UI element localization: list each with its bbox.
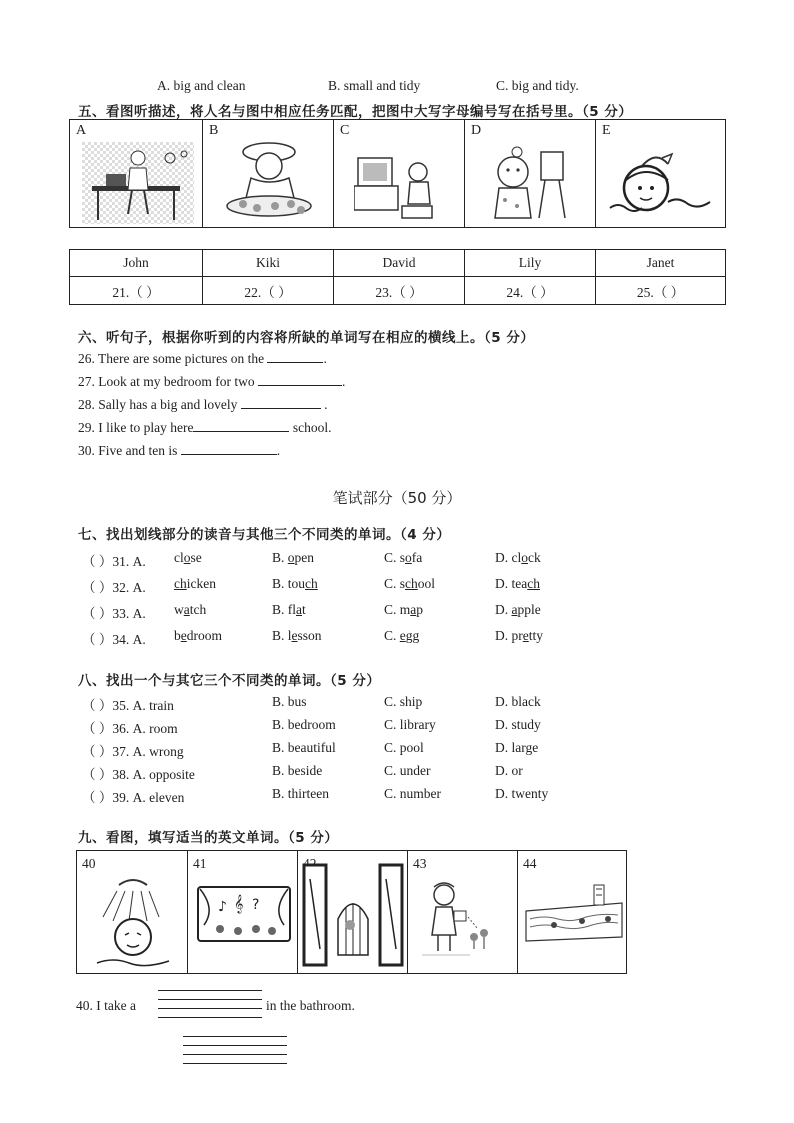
option-b[interactable]: B. touch (272, 576, 318, 591)
section5-heading: 五、看图听描述，将人名与图中相应任务匹配，把图中大写字母编号写在括号里。（5 分） (78, 104, 633, 120)
svg-text:𝄞: 𝄞 (234, 894, 244, 913)
answer-22[interactable]: 22.（ ） (203, 277, 334, 305)
girl-painting-picture (487, 144, 573, 222)
picture-number: 41 (193, 856, 207, 871)
q41-writing-lines[interactable] (183, 1036, 287, 1065)
section6-heading: 六、听句子，根据你听到的内容将所缺的单词写在相应的横线上。（5 分） (78, 330, 535, 346)
name-janet: Janet (596, 250, 726, 277)
question-number: （ ）32. A. (82, 580, 146, 595)
written-part-title: 笔试部分（50 分） (332, 489, 462, 507)
question-text: 28. Sally has a big and lovely (78, 397, 241, 412)
option-d[interactable]: D. study (495, 717, 541, 732)
picture-cell-43 (408, 851, 518, 974)
picture-cell-e (596, 120, 726, 228)
option-d[interactable]: D. twenty (495, 786, 549, 801)
option-c[interactable]: C. school (384, 576, 436, 591)
option-d[interactable]: D. black (495, 694, 541, 709)
picture-letter: A (76, 123, 87, 138)
q40-writing-lines[interactable] (158, 990, 262, 1019)
answer-25[interactable]: 25.（ ） (596, 277, 726, 305)
name-david: David (334, 250, 465, 277)
question-40-prefix: 40. I take a (76, 998, 136, 1013)
option-d[interactable]: D. teach (495, 576, 540, 591)
picture-letter: D (471, 123, 482, 138)
question-text: 27. Look at my bedroom for two (78, 374, 258, 389)
svg-text:?: ? (252, 897, 260, 913)
option-b[interactable]: B. lesson (272, 628, 322, 643)
question-34 (82, 628, 544, 648)
window-birdcage-picture (300, 859, 406, 971)
section5-picture-table (69, 119, 726, 228)
name-john: John (70, 250, 203, 277)
question-35 (82, 694, 541, 714)
question-number-option-a[interactable]: （ ）36. A. room (82, 721, 178, 736)
answer-blank[interactable] (267, 350, 323, 363)
question-text-end: . (320, 397, 328, 412)
picture-cell-44 (518, 851, 627, 974)
option-a[interactable]: bedroom (174, 628, 222, 643)
picture-letter: B (209, 123, 219, 138)
answer-blank[interactable] (181, 442, 277, 455)
question-number-option-a[interactable]: （ ）37. A. wrong (82, 744, 184, 759)
answer-23[interactable]: 23.（ ） (334, 277, 465, 305)
picture-letter: E (602, 123, 611, 138)
question-32 (82, 576, 540, 596)
option-c[interactable]: C. number (384, 786, 441, 801)
option-c[interactable]: C. library (384, 717, 436, 732)
option-b[interactable]: B. bus (272, 694, 307, 709)
name-lily: Lily (465, 250, 596, 277)
option-c[interactable]: C. under (384, 763, 431, 778)
question-40-suffix: in the bathroom. (266, 998, 355, 1013)
boy-watching-tv-picture (354, 150, 446, 222)
section8-heading: 八、找出一个与其它三个不同类的单词。（5 分） (78, 673, 381, 689)
question-text-end: school. (289, 420, 332, 435)
section9-heading: 九、看图，填写适当的英文单词。（5 分） (78, 830, 339, 846)
question-33 (82, 602, 541, 622)
swimming-pool-picture (524, 881, 624, 947)
option-b: B. small and tidy (328, 78, 421, 93)
question-26 (78, 350, 327, 367)
picture-number: 40 (82, 856, 96, 871)
option-d[interactable]: D. apple (495, 602, 541, 617)
question-number: （ ）31. A. (82, 554, 146, 569)
girl-swimming-picture (606, 150, 718, 222)
question-31 (82, 550, 541, 570)
picture-cell-41 (188, 851, 298, 974)
name-kiki: Kiki (203, 250, 334, 277)
picture-cell-d (465, 120, 596, 228)
section7-heading: 七、找出划线部分的读音与其他三个不同类的单词。（4 分） (78, 527, 451, 543)
question-text-end: . (323, 351, 327, 366)
question-28 (78, 396, 327, 413)
boy-at-computer-picture (82, 142, 194, 224)
picture-cell-a (70, 120, 203, 228)
picture-cell-c (334, 120, 465, 228)
picture-number: 43 (413, 856, 427, 871)
answer-24[interactable]: 24.（ ） (465, 277, 596, 305)
option-b[interactable]: B. thirteen (272, 786, 329, 801)
music-stage-picture (196, 885, 292, 943)
question-number: （ ）33. A. (82, 606, 146, 621)
section5-matching-table (69, 249, 726, 305)
option-c[interactable]: C. egg (384, 628, 420, 643)
question-text: 30. Five and ten is (78, 443, 181, 458)
svg-text:♪: ♪ (218, 899, 227, 915)
option-b[interactable]: B. flat (272, 602, 306, 617)
shower-picture (89, 877, 179, 969)
option-a[interactable]: watch (174, 602, 207, 617)
answer-blank[interactable] (193, 419, 289, 432)
option-b[interactable]: B. open (272, 550, 315, 565)
question-39 (82, 786, 549, 806)
question-37 (82, 740, 539, 760)
picture-cell-42 (298, 851, 408, 974)
answer-blank[interactable] (241, 396, 321, 409)
option-a: A. big and clean (157, 78, 246, 93)
option-b[interactable]: B. bedroom (272, 717, 336, 732)
section9-picture-table (76, 850, 627, 974)
option-d[interactable]: D. pretty (495, 628, 544, 643)
question-36 (82, 717, 541, 737)
option-c[interactable]: C. map (384, 602, 424, 617)
question-text-end: . (341, 374, 346, 389)
picture-cell-b (203, 120, 334, 228)
question-number: （ ）34. A. (82, 632, 146, 647)
question-29 (78, 419, 331, 436)
girl-watering-flowers-picture (422, 881, 502, 961)
question-38 (82, 763, 523, 783)
question-text: 29. I like to play here (78, 420, 194, 435)
question-text-end: . (276, 443, 281, 458)
answer-blank[interactable] (258, 373, 342, 386)
option-d[interactable]: D. or (495, 763, 523, 778)
picture-letter: C (340, 123, 350, 138)
question-number-option-a[interactable]: （ ）39. A. eleven (82, 790, 185, 805)
picture-number: 44 (523, 856, 537, 871)
option-c[interactable]: C. pool (384, 740, 424, 755)
option-c[interactable]: C. ship (384, 694, 423, 709)
picture-cell-40 (77, 851, 188, 974)
question-text: 26. There are some pictures on the (78, 351, 268, 366)
option-c[interactable]: C. sofa (384, 550, 423, 565)
option-b[interactable]: B. beautiful (272, 740, 336, 755)
option-a[interactable]: close (174, 550, 202, 565)
option-d[interactable]: D. large (495, 740, 539, 755)
answer-21[interactable]: 21.（ ） (70, 277, 203, 305)
question-number-option-a[interactable]: （ ）35. A. train (82, 698, 174, 713)
option-d[interactable]: D. clock (495, 550, 541, 565)
option-b[interactable]: B. beside (272, 763, 323, 778)
option-a[interactable]: chicken (174, 576, 216, 591)
question-30 (78, 442, 280, 459)
question-number-option-a[interactable]: （ ）38. A. opposite (82, 767, 195, 782)
option-c: C. big and tidy. (496, 78, 579, 93)
question-27 (78, 373, 345, 390)
girl-cooking-picture (223, 140, 315, 224)
